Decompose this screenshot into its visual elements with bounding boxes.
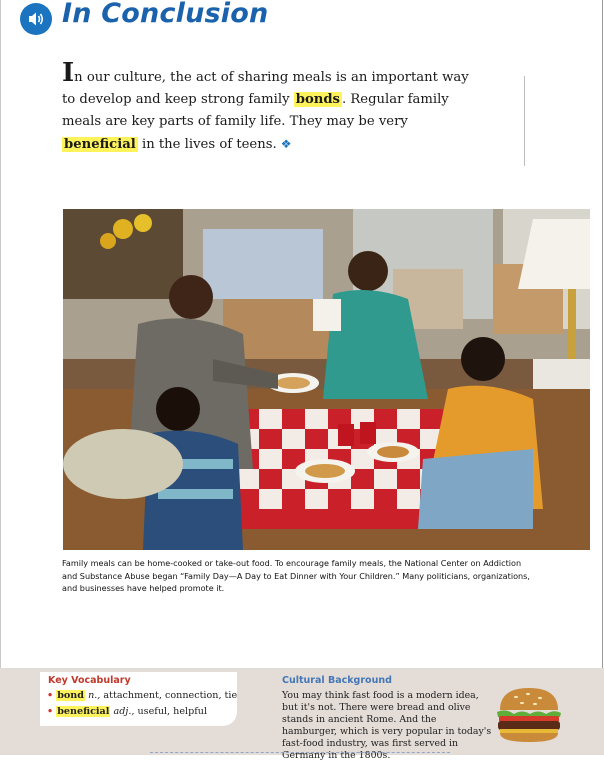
intro-text: . Regular family meals are key parts of family life. They may be very [62, 92, 449, 129]
intro-text: in the lives of teens. [137, 137, 277, 152]
page-title: In Conclusion [62, 0, 269, 29]
intro-paragraph [62, 58, 482, 156]
vocab-part-of-speech: adj., [113, 706, 135, 717]
bottom-rule [150, 752, 450, 754]
vocab-word[interactable]: bond [57, 690, 84, 701]
drop-cap: I [62, 58, 75, 88]
vocab-highlight-bonds[interactable]: bonds [295, 92, 340, 107]
cultural-background-title: Cultural Background [282, 675, 392, 686]
bullet-icon: • [47, 690, 54, 701]
margin-rule [524, 76, 525, 166]
speaker-icon[interactable] [20, 3, 52, 35]
vocab-word[interactable]: beneficial [57, 706, 110, 717]
vocab-definition: attachment, connection, tie [103, 690, 238, 701]
key-vocabulary-box [40, 672, 237, 726]
page-edge [602, 0, 603, 755]
photo-caption: Family meals can be home-cooked or take-out food. To encourage family meals, the National Center on Addiction and Substance Abuse began “Family Day—A Day to Eat Dinner with Your Children.” Many politicians, organizations, and businesses have helped promote it. [62, 558, 530, 594]
family-meal-photo [63, 209, 590, 550]
intro-text: n our culture, the act of sharing meals is an important way to develop and keep strong family [62, 70, 469, 107]
bullet-icon: • [47, 706, 54, 717]
vocab-entry [47, 690, 237, 701]
vocab-definition: useful, helpful [137, 706, 208, 717]
key-vocabulary-title: Key Vocabulary [48, 675, 131, 686]
end-marker-icon: ❖ [280, 137, 292, 151]
cultural-background-text: You may think fast food is a modern idea, but it's not. There were bread and olive stands in ancient Rome. And the hamburger, which is very popular in today's fast-food industry, was first served in Germany in the 1800s. [282, 690, 492, 762]
hamburger-icon [494, 684, 564, 746]
page-edge [0, 0, 1, 755]
vocab-part-of-speech: n., [88, 690, 101, 701]
vocab-entry [47, 706, 207, 717]
vocab-highlight-beneficial[interactable]: beneficial [64, 137, 136, 152]
